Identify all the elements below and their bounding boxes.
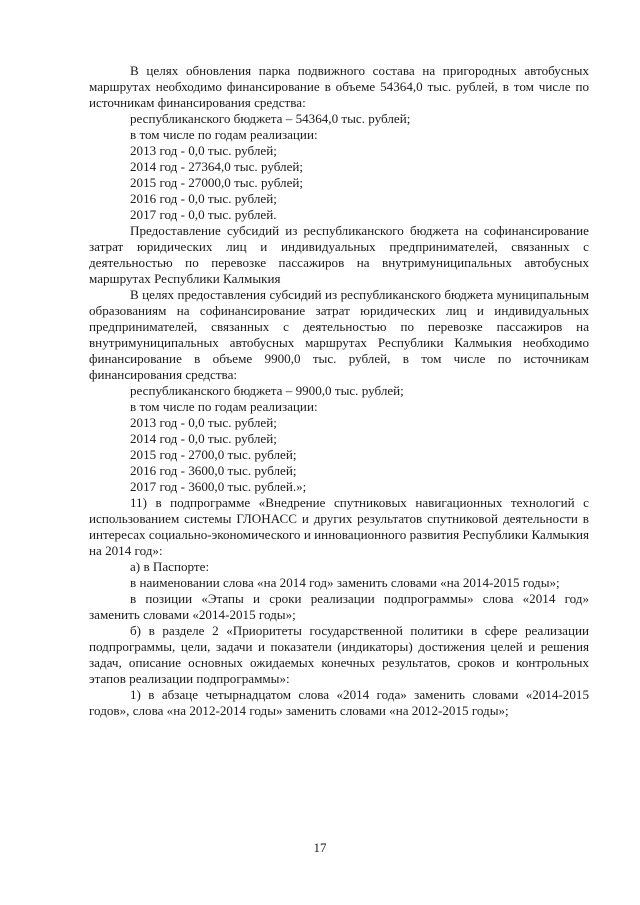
paragraph: 2016 год - 3600,0 тыс. рублей; [130,463,297,478]
paragraph: в позиции «Этапы и сроки реализации подпрограммы» слова «2014 год» заменить словами «2014-2015 годы»; [89,591,589,622]
paragraph: 2014 год - 27364,0 тыс. рублей; [130,159,304,174]
paragraph: б) в разделе 2 «Приоритеты государственной политики в сфере реализации подпрограммы, цели, задачи и показатели (индикаторы) достижения целей и решения задач, описание основных ожидаемых конечных результатов, сроков и контрольных этапов реализации подпрограммы»: [89,623,589,686]
paragraph: 2013 год - 0,0 тыс. рублей; [130,143,277,158]
paragraph: 2013 год - 0,0 тыс. рублей; [130,415,277,430]
body-text [89,63,589,719]
paragraph: 11) в подпрограмме «Внедрение спутниковых навигационных технологий с использованием системы ГЛОНАСС и других результатов спутниковой деятельности в интересах социально-экономического и инновационного развития Республики Калмыкия на 2014 год»: [89,495,589,558]
paragraph: республиканского бюджета – 54364,0 тыс. рублей; [130,111,411,126]
paragraph: 2015 год - 27000,0 тыс. рублей; [130,175,304,190]
paragraph: 2017 год - 3600,0 тыс. рублей.»; [130,479,307,494]
paragraph: 2016 год - 0,0 тыс. рублей; [130,191,277,206]
paragraph: В целях обновления парка подвижного состава на пригородных автобусных маршрутах необходимо финансирование в объеме 54364,0 тыс. рублей, в том числе по источникам финансирования средства: [89,63,589,110]
paragraph: в том числе по годам реализации: [130,127,318,142]
paragraph: 2017 год - 0,0 тыс. рублей. [130,207,277,222]
paragraph: в наименовании слова «на 2014 год» заменить словами «на 2014-2015 годы»; [130,575,560,590]
paragraph: в том числе по годам реализации: [130,399,318,414]
page-number: 17 [313,840,327,855]
paragraph: 2014 год - 0,0 тыс. рублей; [130,431,277,446]
paragraph: В целях предоставления субсидий из республиканского бюджета муниципальным образованиям на софинансирование затрат юридических лиц и индивидуальных предпринимателей, связанных с деятельностью по перевозке пассажиров на внутримуниципальных автобусных маршрутах Республики Калмыкия необходимо финансирование в объеме 9900,0 тыс. рублей, в том числе по источникам финансирования средства: [89,287,589,382]
paragraph: а) в Паспорте: [130,559,210,574]
paragraph: 2015 год - 2700,0 тыс. рублей; [130,447,297,462]
paragraph: республиканского бюджета – 9900,0 тыс. рублей; [130,383,404,398]
paragraph: Предоставление субсидий из республиканского бюджета на софинансирование затрат юридических лиц и индивидуальных предпринимателей, связанных с деятельностью по перевозке пассажиров на внутримуниципальных автобусных маршрутах Республики Калмыкия [89,223,589,286]
paragraph: 1) в абзаце четырнадцатом слова «2014 года» заменить словами «2014-2015 годов», слова «на 2012-2014 годы» заменить словами «на 2012-2015 годы»; [89,687,589,718]
